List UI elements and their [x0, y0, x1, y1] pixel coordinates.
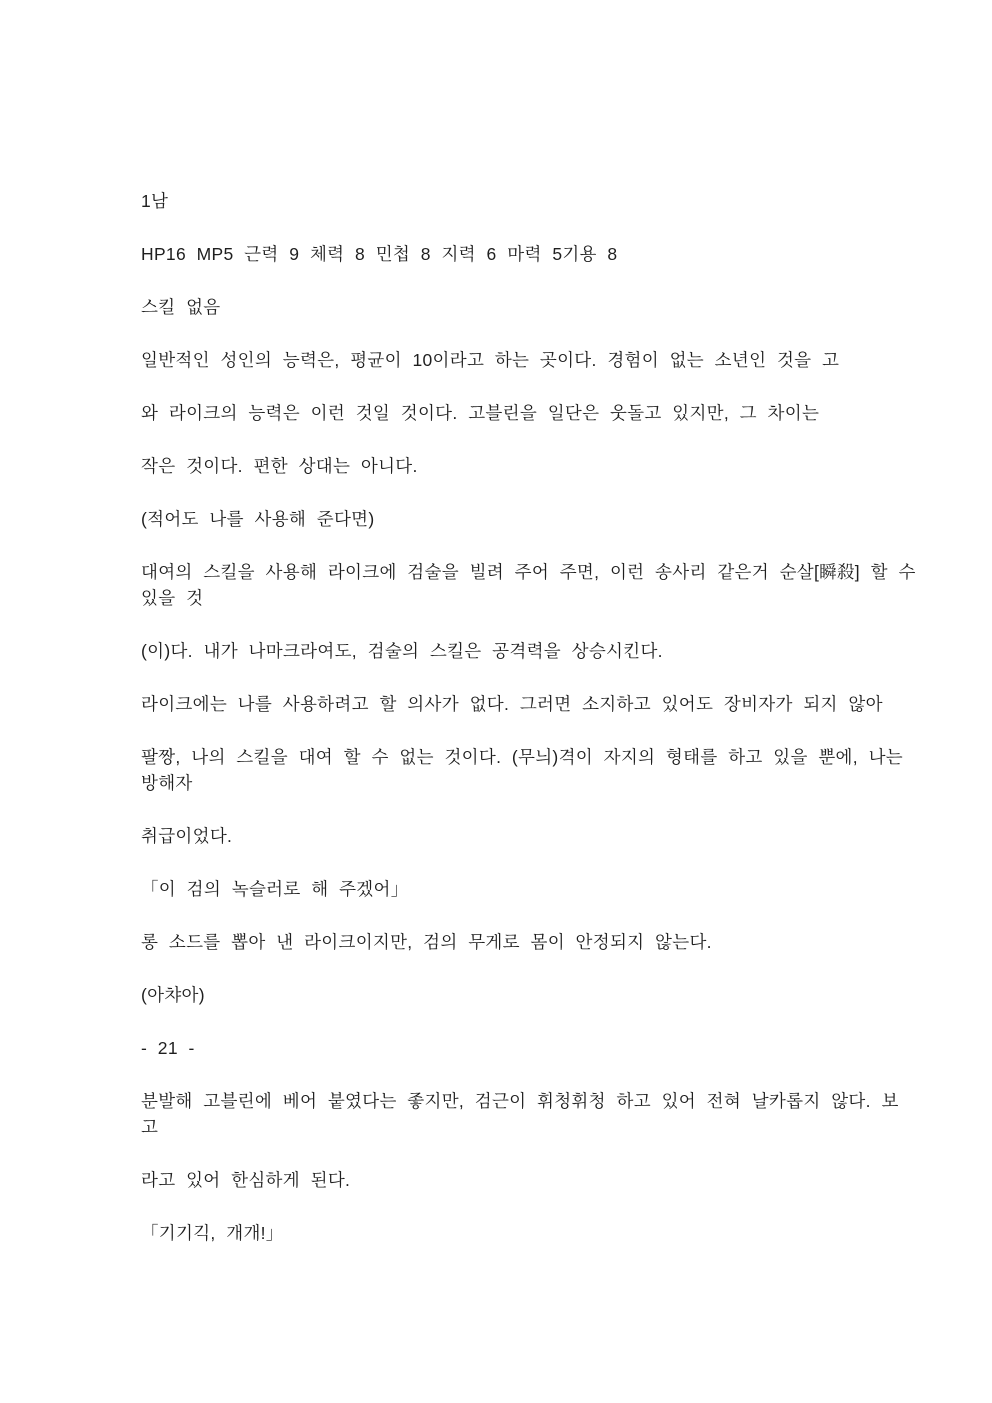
dialogue-line: [141, 1220, 901, 1246]
text-line: 「이 검의 녹슬러로 해 주겠어」: [141, 879, 409, 899]
text-line: 라고 있어 한심하게 된다.: [141, 1170, 351, 1190]
paragraph: [141, 559, 916, 611]
paragraph: [141, 1088, 901, 1140]
paragraph: [141, 982, 901, 1008]
paragraph: [141, 400, 901, 426]
text-line: 1남: [141, 191, 169, 211]
paragraph: [141, 691, 901, 717]
paragraph: [141, 744, 901, 796]
text-line: 대여의 스킬을 사용해 라이크에 검술을 빌려 주어 주면, 이런 송사리 같은거 순살[瞬殺] 할 수: [141, 562, 916, 582]
text-line: 있을 것: [141, 588, 204, 608]
text-line: 스킬 없음: [141, 297, 221, 317]
text-line: 롱 소드를 뽑아 낸 라이크이지만, 검의 무게로 몸이 안정되지 않는다.: [141, 932, 712, 952]
text-line: 고: [141, 1117, 159, 1137]
text-line: - 21 -: [141, 1038, 195, 1058]
text-line: 분발해 고블린에 베어 붙였다는 좋지만, 검근이 휘청휘청 하고 있어 전혀 날카롭지 않다. 보: [141, 1091, 899, 1111]
text-line: HP16 MP5 근력 9 체력 8 민첩 8 지력 6 마력 5기용 8: [141, 244, 618, 264]
text-line: 「기기긱, 개개!」: [141, 1223, 284, 1243]
text-line: (아챠아): [141, 985, 205, 1005]
skill-line: [141, 294, 901, 320]
text-line: 일반적인 성인의 능력은, 평균이 10이라고 하는 곳이다. 경험이 없는 소년인 것을 고: [141, 350, 840, 370]
paragraph: [141, 347, 901, 373]
paragraph: [141, 453, 901, 479]
text-line: 방해자: [141, 773, 193, 793]
text-line: (이)다. 내가 나마크라여도, 검술의 스킬은 공격력을 상승시킨다.: [141, 641, 663, 661]
paragraph: [141, 188, 901, 214]
text-column: [141, 188, 916, 1273]
paragraph: [141, 929, 901, 955]
stats-line: [141, 241, 901, 267]
paragraph: [141, 506, 901, 532]
text-line: 와 라이크의 능력은 이런 것일 것이다. 고블린을 일단은 웃돌고 있지만, 그 차이는: [141, 403, 820, 423]
page-number: [141, 1035, 901, 1061]
text-line: 작은 것이다. 편한 상대는 아니다.: [141, 456, 418, 476]
text-line: (적어도 나를 사용해 준다면): [141, 509, 375, 529]
text-line: 취급이었다.: [141, 826, 233, 846]
dialogue-line: [141, 876, 901, 902]
text-line: 팔짱, 나의 스킬을 대여 할 수 없는 것이다. (무늬)격이 자지의 형태를 하고 있을 뿐에, 나는: [141, 747, 903, 767]
paragraph: [141, 638, 901, 664]
paragraph: [141, 823, 901, 849]
text-line: 라이크에는 나를 사용하려고 할 의사가 없다. 그러면 소지하고 있어도 장비자가 되지 않아: [141, 694, 883, 714]
paragraph: [141, 1167, 901, 1193]
